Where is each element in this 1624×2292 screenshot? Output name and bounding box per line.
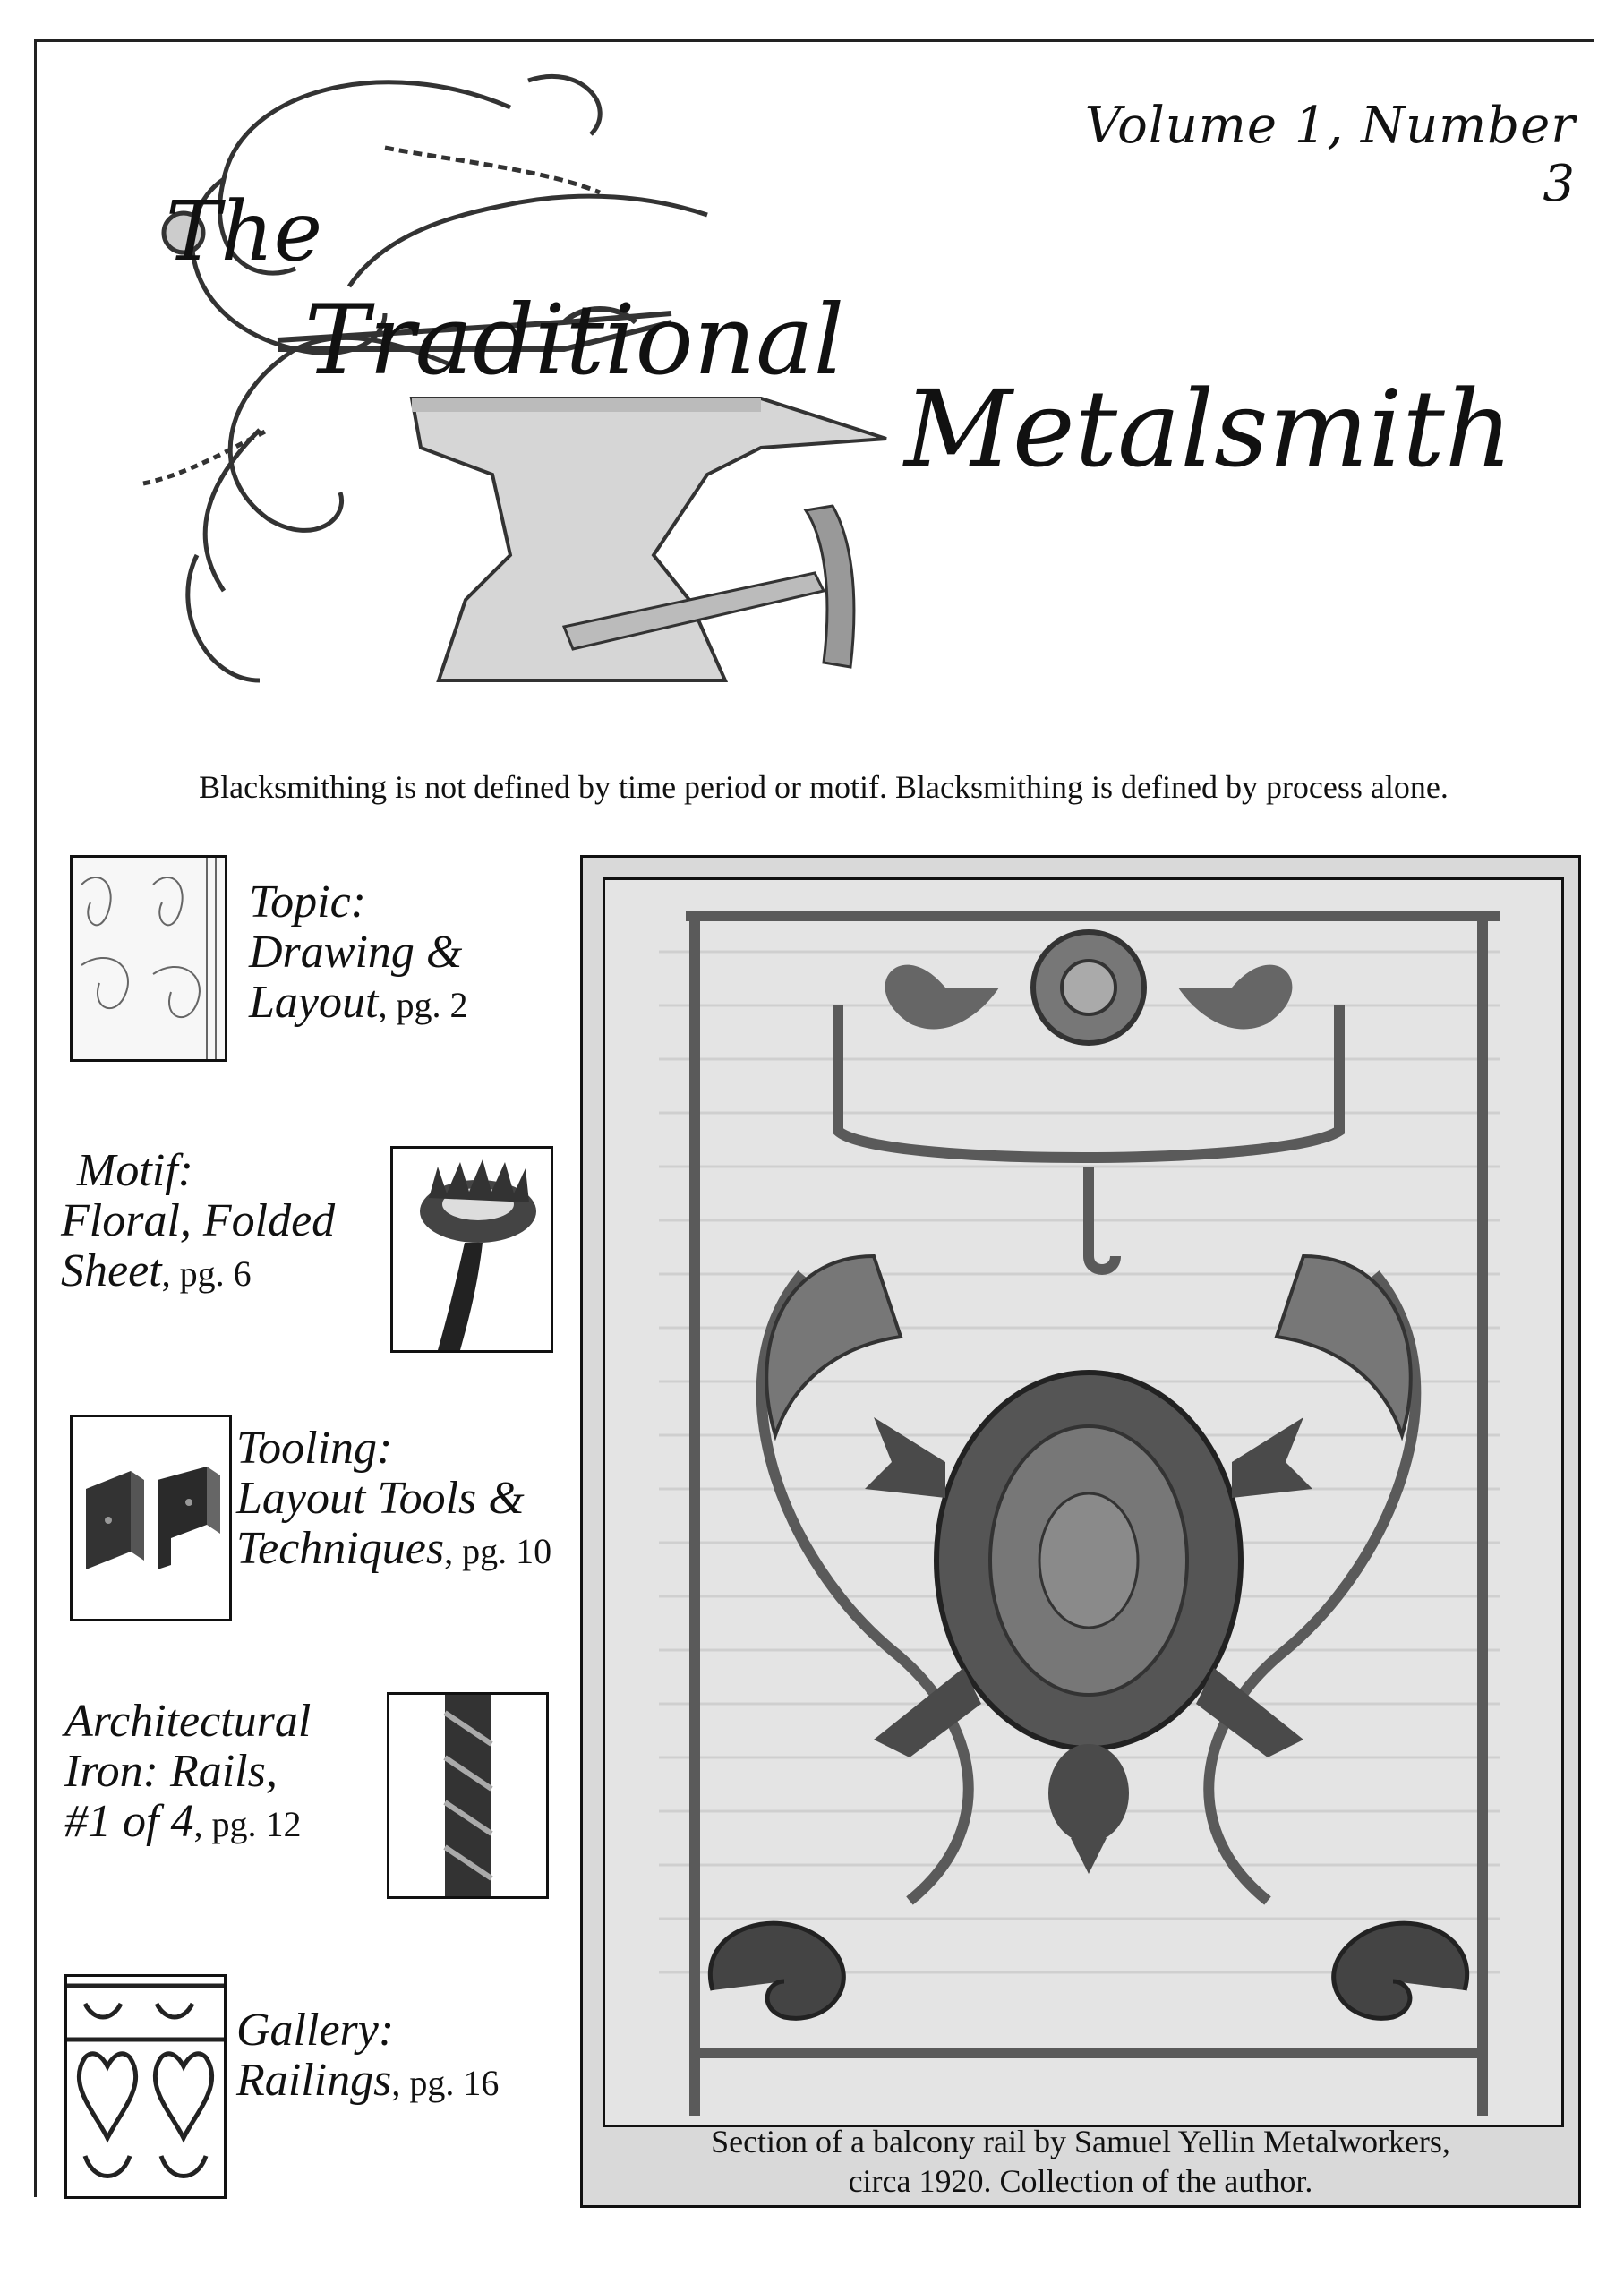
toc-title-line: Techniques [236,1523,445,1574]
thumb-gallery-railings[interactable] [64,1974,227,2199]
toc-title-line: Floral, Folded [61,1195,336,1246]
photo-caption [583,2122,1578,2201]
toc-title-line: Iron: Rails, [64,1746,278,1797]
title-traditional: Traditional [304,285,845,397]
toc-item-drawing[interactable] [249,877,467,1031]
railing-hearts-icon [67,1977,224,2196]
caption-line: circa 1920. Collection of the author. [848,2163,1313,2199]
title-the: The [166,184,323,279]
angle-brackets-icon [73,1417,229,1619]
twisted-bar-icon [389,1695,546,1896]
tagline: Blacksmithing is not defined by time period or motif. Blacksmithing is defined by process alone. [199,769,1449,805]
toc-page: , pg. 16 [391,2063,500,2103]
toc-title-line: Railings [236,2055,392,2106]
toc-title-line: Drawing & [249,927,463,978]
volume-number: Volume 1, Number 3 [1084,97,1576,213]
thumb-layout-tools[interactable] [70,1415,232,1621]
thumb-architectural-rails[interactable] [387,1692,549,1899]
toc-section: Tooling: [236,1423,393,1474]
toc-item-tooling[interactable] [236,1424,551,1577]
toc-page: , pg. 12 [193,1804,302,1844]
thumb-floral-folded-sheet[interactable] [390,1146,553,1353]
folded-flower-icon [393,1149,551,1350]
railing-sketch-icon [73,858,225,1059]
title-metalsmith: Metalsmith [904,367,1513,491]
page-border-top [34,39,1594,42]
toc-item-architectural[interactable] [64,1697,311,1850]
toc-title-line: Sheet [61,1245,162,1296]
balcony-rail-turtle-icon [605,880,1561,2125]
thumb-drawing-layout[interactable] [70,855,227,1062]
toc-title-line: Layout [249,977,379,1028]
toc-item-gallery[interactable] [236,2006,499,2108]
toc-page: , pg. 6 [161,1253,252,1294]
toc-item-motif[interactable] [61,1146,335,1299]
toc-section: Motif: [77,1145,193,1196]
toc-section: Architectural [64,1696,312,1747]
toc-page: , pg. 10 [444,1531,552,1571]
toc-section: Topic: [249,877,366,928]
caption-line: Section of a balcony rail by Samuel Yellin Metalworkers, [711,2124,1450,2159]
toc-section: Gallery: [236,2005,395,2056]
toc-title-line: Layout Tools & [236,1473,525,1524]
toc-title-line: #1 of 4 [64,1796,194,1847]
anvil-icon [412,398,886,680]
page-border-left [34,39,37,2197]
feature-photo-frame [580,855,1581,2208]
toc-page: , pg. 2 [378,985,468,1025]
feature-photo [603,877,1564,2127]
